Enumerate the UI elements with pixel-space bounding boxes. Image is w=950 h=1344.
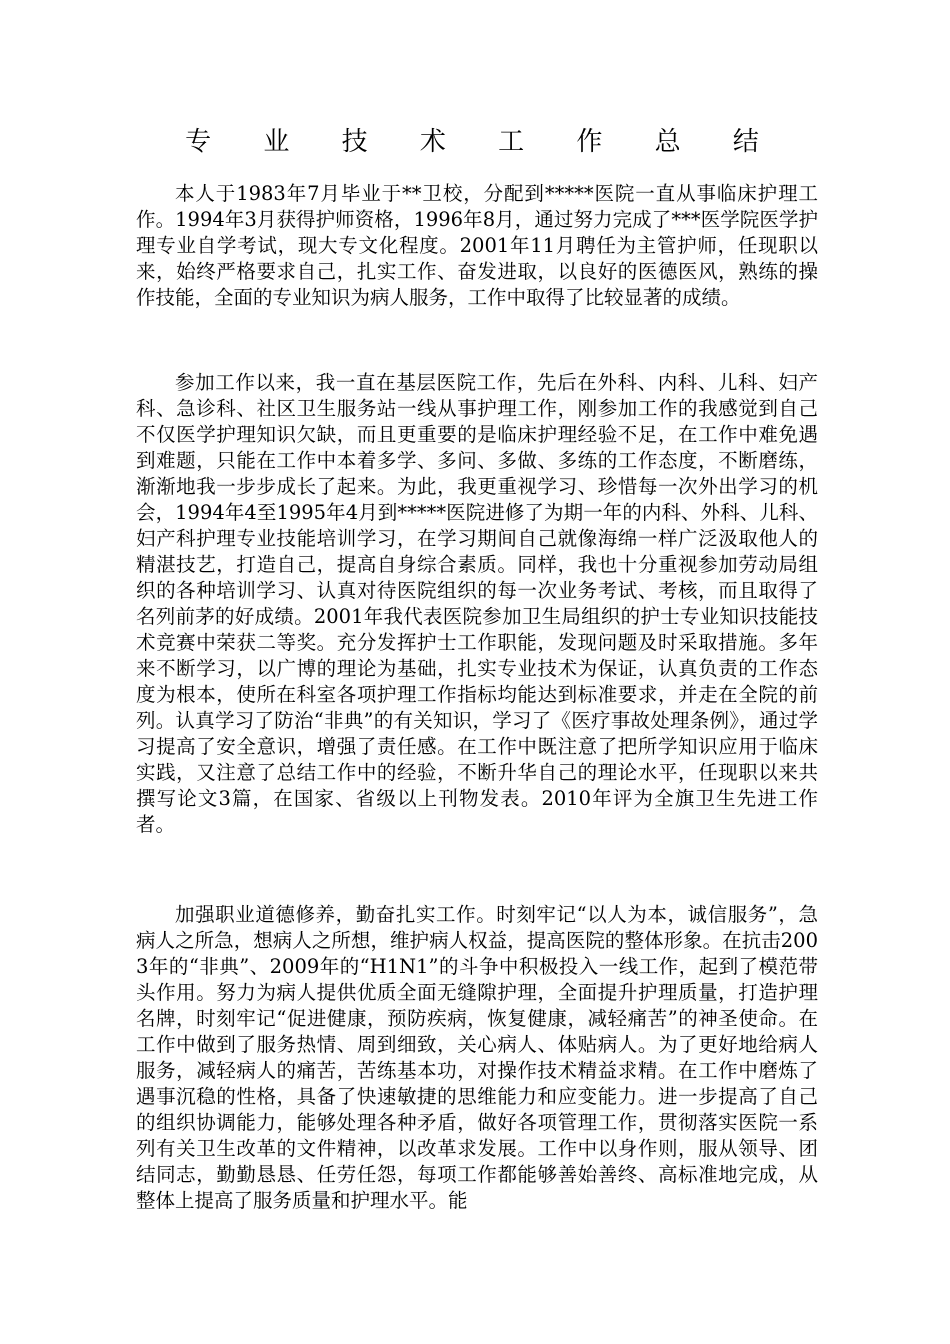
paragraph-ethics: 加强职业道德修养，勤奋扎实工作。时刻牢记“以人为本，诚信服务”，急病人之所急，想病人之所想，维护病人权益，提高医院的整体形象。在抗击2003年的“非典”、2009年的“H1N1”的斗争中积极投入一线工作，起到了模范带头作用。努力为病人提供优质全面无缝隙护理，全面提升护理质量，打造护理名牌，时刻牢记“促进健康，预防疾病，恢复健康，减轻痛苦”的神圣使命。在工作中做到了服务热情、周到细致，关心病人、体贴病人。为了更好地给病人服务，减轻病人的痛苦，苦练基本功，对操作技术精益求精。在工作中磨炼了遇事沉稳的性格，具备了快速敏捷的思维能力和应变能力。进一步提高了自己的组织协调能力，能够处理各种矛盾，做好各项管理工作，贯彻落实医院一系列有关卫生改革的文件精神，以改革求发展。工作中以身作则，服从领导、团结同志，勤勤恳恳、任劳任怨，每项工作都能够善始善终、高标准地完成，从整体上提高了服务质量和护理水平。能 [136, 903, 818, 1212]
document-title: 专 业 技 术 工 作 总 结 [185, 127, 781, 157]
paragraph-intro: 本人于1983年7月毕业于**卫校，分配到*****医院一直从事临床护理工作。1994年3月获得护师资格，1996年8月，通过努力完成了***医学院医学护理专业自学考试，现大专文化程度。2001年11月聘任为主管护师，任现职以来，始终严格要求自己，扎实工作、奋发进取，以良好的医德医风，熟练的操作技能，全面的专业知识为病人服务，工作中取得了比较显著的成绩。 [136, 182, 818, 309]
paragraph-career: 参加工作以来，我一直在基层医院工作，先后在外科、内科、儿科、妇产科、急诊科、社区卫生服务站一线从事护理工作，刚参加工作的我感觉到自己不仅医学护理知识欠缺，而且更重要的是临床护理经验不足，在工作中难免遇到难题，只能在工作中本着多学、多问、多做、多练的工作态度，不断磨练，渐渐地我一步步成长了起来。为此，我更重视学习、珍惜每一次外出学习的机会，1994年4至1995年4月到*****医院进修了为期一年的内科、外科、儿科、妇产科护理专业技能培训学习，在学习期间自己就像海绵一样广泛汲取他人的精湛技艺，打造自己，提高自身综合素质。同样，我也十分重视参加劳动局组织的各种培训学习、认真对待医院组织的每一次业务考试、考核，而且取得了名列前茅的好成绩。2001年我代表医院参加卫生局组织的护士专业知识技能技术竞赛中荣获二等奖。充分发挥护士工作职能，发现问题及时采取措施。多年来不断学习，以广博的理论为基础，扎实专业技术为保证，认真负责的工作态度为根本，使所在科室各项护理工作指标均能达到标准要求，并走在全院的前列。认真学习了防治“非典”的有关知识，学习了《医疗事故处理条例》，通过学习提高了安全意识，增强了责任感。在工作中既注意了把所学知识应用于临床实践，又注意了总结工作中的经验，不断升华自己的理论水平，任现职以来共撰写论文3篇，在国家、省级以上刊物发表。2010年评为全旗卫生先进工作者。 [136, 371, 818, 836]
